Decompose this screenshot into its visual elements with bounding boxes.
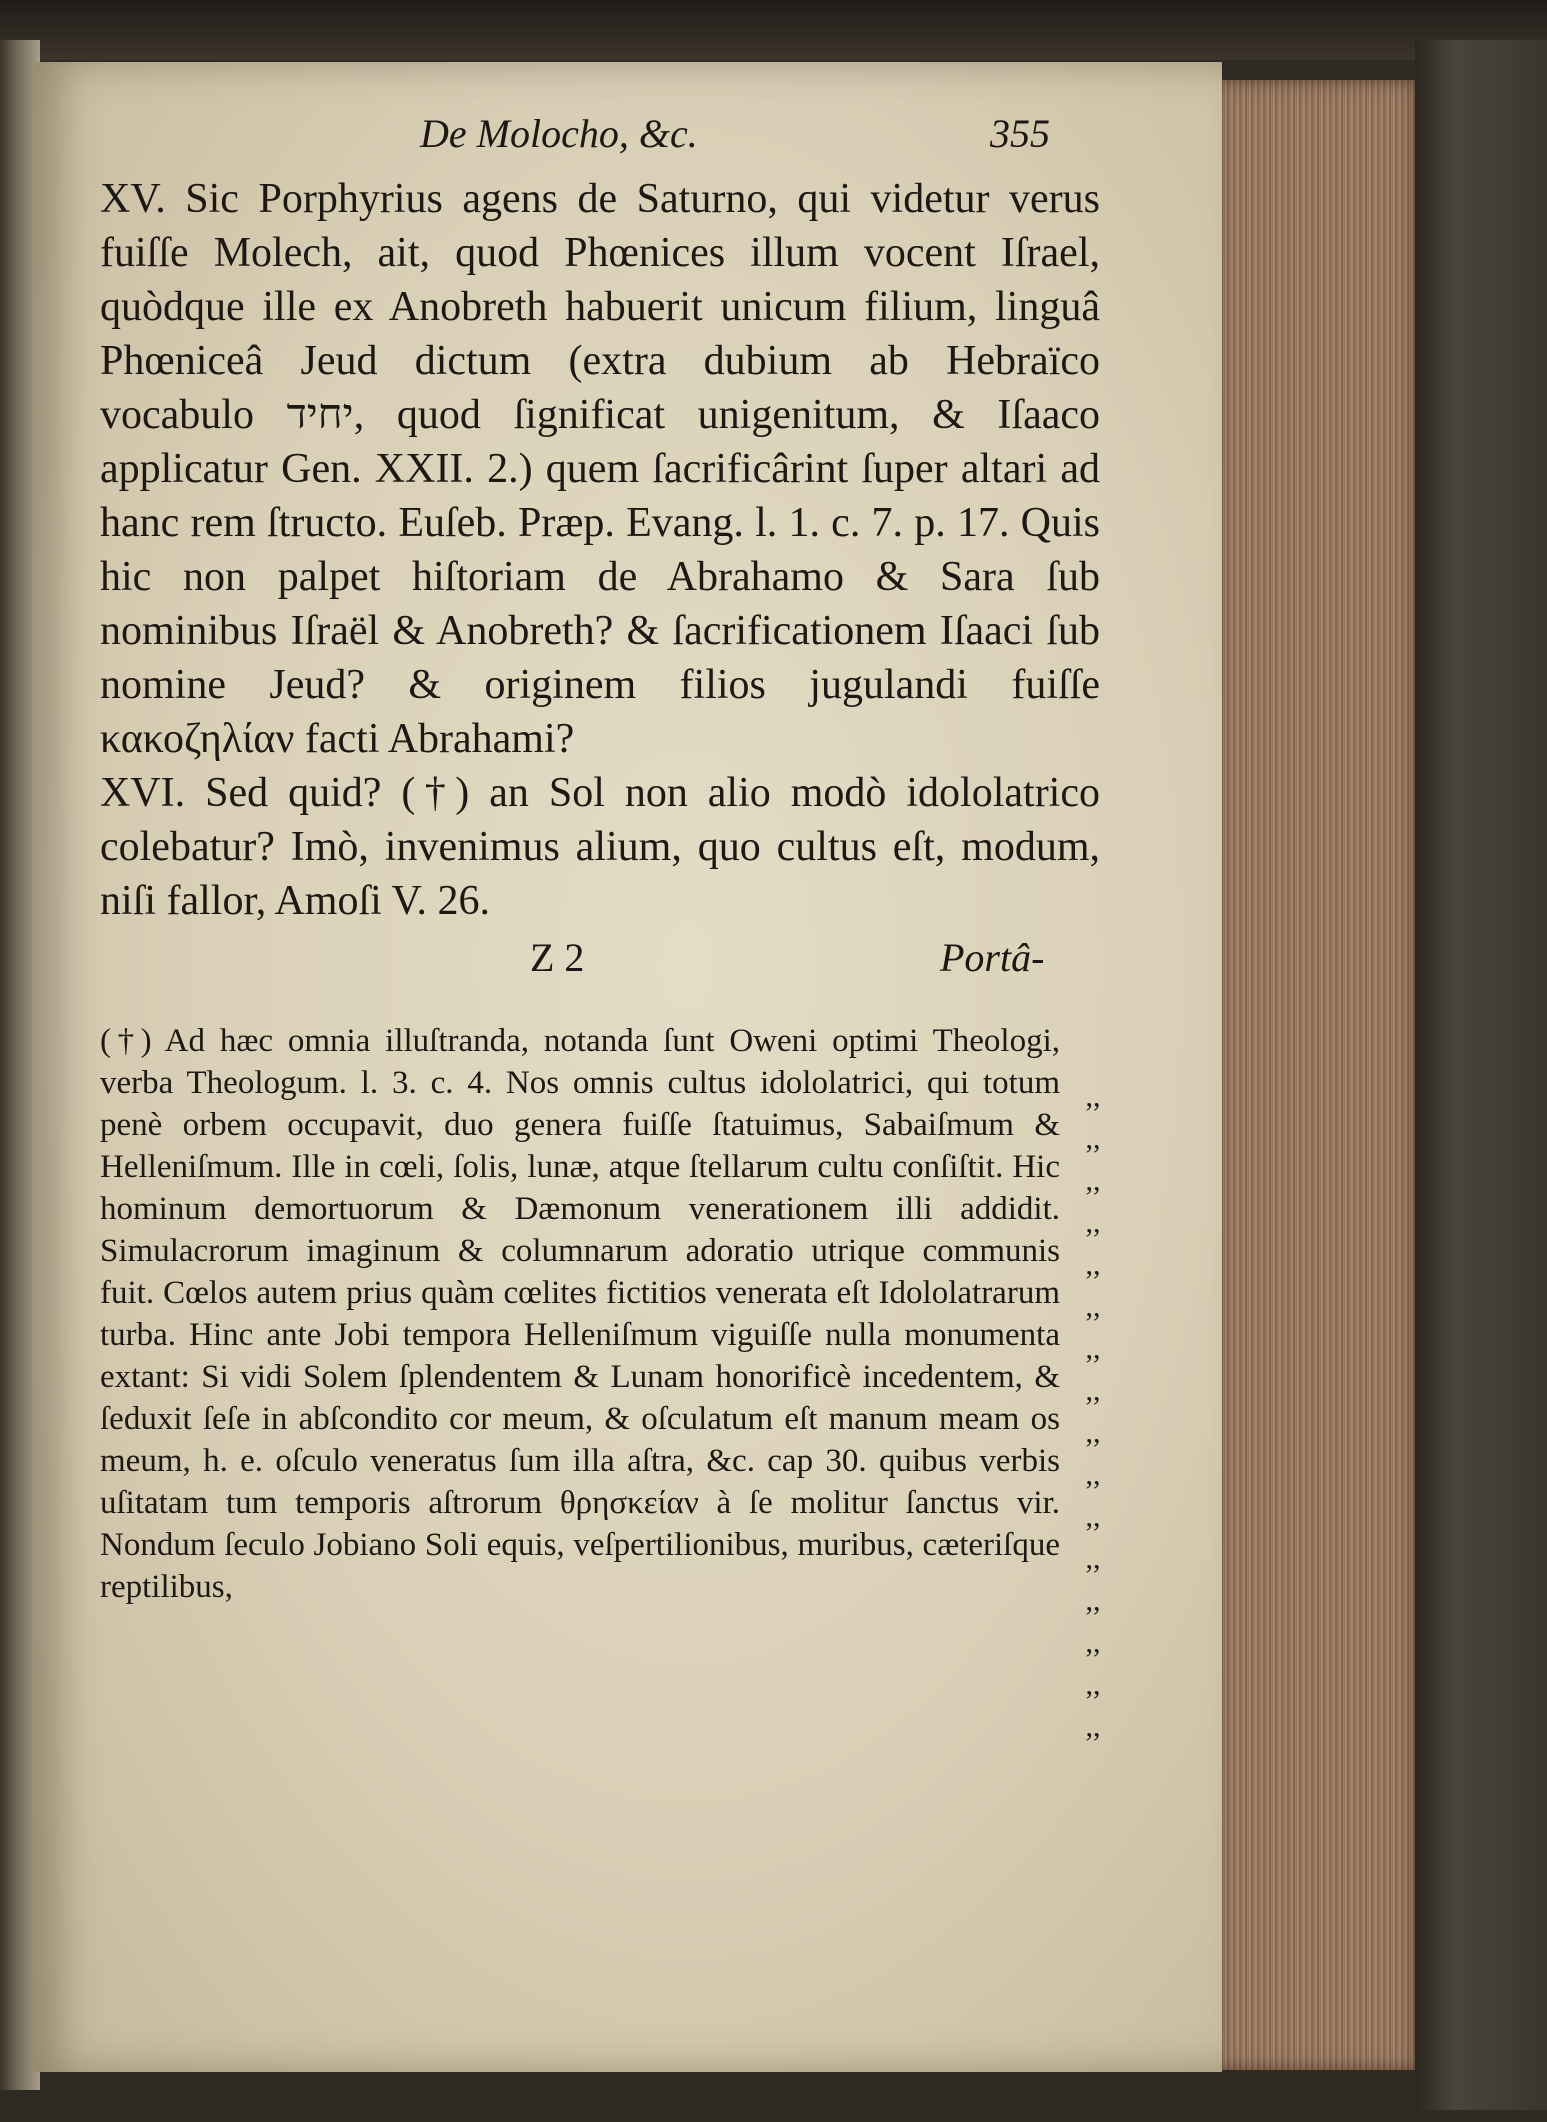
paragraph-xv: XV. Sic Porphyrius agens de Saturno, qui videtur verus fuiſſe Molech, ait, quod Phœnices illum vocent Iſrael, quòdque ille ex Anobreth habuerit unicum filium, linguâ Phœniceâ Jeud dictum (extra dubium ab Hebraïco vocabulo יחיד, quod ſignificat unigenitum, & Iſaaco applicatur Gen. XXII. 2.) quem ſacrificârint ſuper altari ad hanc rem ſtructo. Euſeb. Præp. Evang. l. 1. c. 7. p. 17. Quis hic non palpet hiſtoriam de Abrahamo & Sara ſub nominibus Iſraël & Anobreth? & ſacrificationem Iſaaci ſub nomine Jeud? & originem filios jugulandi fuiſſe κακοζηλίαν facti Abrahami? <box>100 176 1101 762</box>
paragraph-xvi: XVI. Sed quid? (†) an Sol non alio modò idololatrico colebatur? Imò, invenimus alium, quo cultus eſt, modum, niſi fallor, Amoſi V. 26. <box>100 770 1100 924</box>
main-text <box>100 172 1100 928</box>
quote-mark: ,, <box>1085 1248 1101 1281</box>
quote-mark: ,, <box>1085 1332 1101 1365</box>
quote-mark: ,, <box>1085 1710 1101 1743</box>
quote-mark: ,, <box>1085 1500 1101 1533</box>
quote-mark: ,, <box>1085 1164 1101 1197</box>
quote-mark: ,, <box>1085 1122 1101 1155</box>
quote-mark: ,, <box>1085 1206 1101 1239</box>
quote-mark: ,, <box>1085 1626 1101 1659</box>
page-number: 355 <box>990 111 1050 156</box>
quote-mark: ,, <box>1085 1458 1101 1491</box>
signature-mark: Z 2 <box>530 935 585 980</box>
quote-mark: ,, <box>1085 1080 1101 1113</box>
page-fore-edge <box>1212 80 1417 2070</box>
quote-mark: ,, <box>1085 1374 1101 1407</box>
page-header <box>100 110 1100 172</box>
footnote <box>100 1020 1101 1743</box>
footnote-text: (†) Ad hæc omnia illuſtranda, notanda ſunt Oweni optimi Theologi, verba Theologum. l. 3. c. 4. Nos omnis cultus idololatrici, qui totum penè orbem occupavit, duo genera fuiſſe ſtatuimus, Sabaiſmum & Helleniſmum. Ille in cœli, ſolis, lunæ, atque ſtellarum cultu conſiſtit. Hic hominum demortuorum & Dæmonum venerationem illi addidit. Simulacrorum imaginum & columnarum adoratio utrique communis fuit. Cœlos autem prius quàm cœlites fictitios venerata eſt Idololatrarum turba. Hinc ante Jobi tempora Helleniſmum viguiſſe nulla monumenta extant: Si vidi Solem ſplendentem & Lunam honorificè incedentem, & ſeduxit ſeſe in abſcondito cor meum, & oſculatum eſt manum meam os meum, h. e. oſculo veneratus ſum illa aſtra, &c. cap 30. quibus verbis uſitatam tum temporis aſtrorum θρησκείαν à ſe molitur ſanctus vir. Nondum ſeculo Jobiano Soli equis, veſpertilionibus, muribus, cæteriſque reptilibus, <box>100 1023 1060 1605</box>
quote-mark: ,, <box>1085 1584 1101 1617</box>
book-top-edge <box>0 0 1547 60</box>
book-cover <box>1415 40 1547 2110</box>
catchword: Portâ- <box>940 935 1045 980</box>
quote-mark: ,, <box>1085 1290 1101 1323</box>
signature-line <box>100 928 1100 990</box>
quote-mark: ,, <box>1085 1668 1101 1701</box>
footnote-quote-marks <box>1078 1076 1108 1748</box>
page-content <box>100 110 1101 1743</box>
running-title: De Molocho, &c. <box>420 111 698 156</box>
quote-mark: ,, <box>1085 1416 1101 1449</box>
quote-mark: ,, <box>1085 1542 1101 1575</box>
